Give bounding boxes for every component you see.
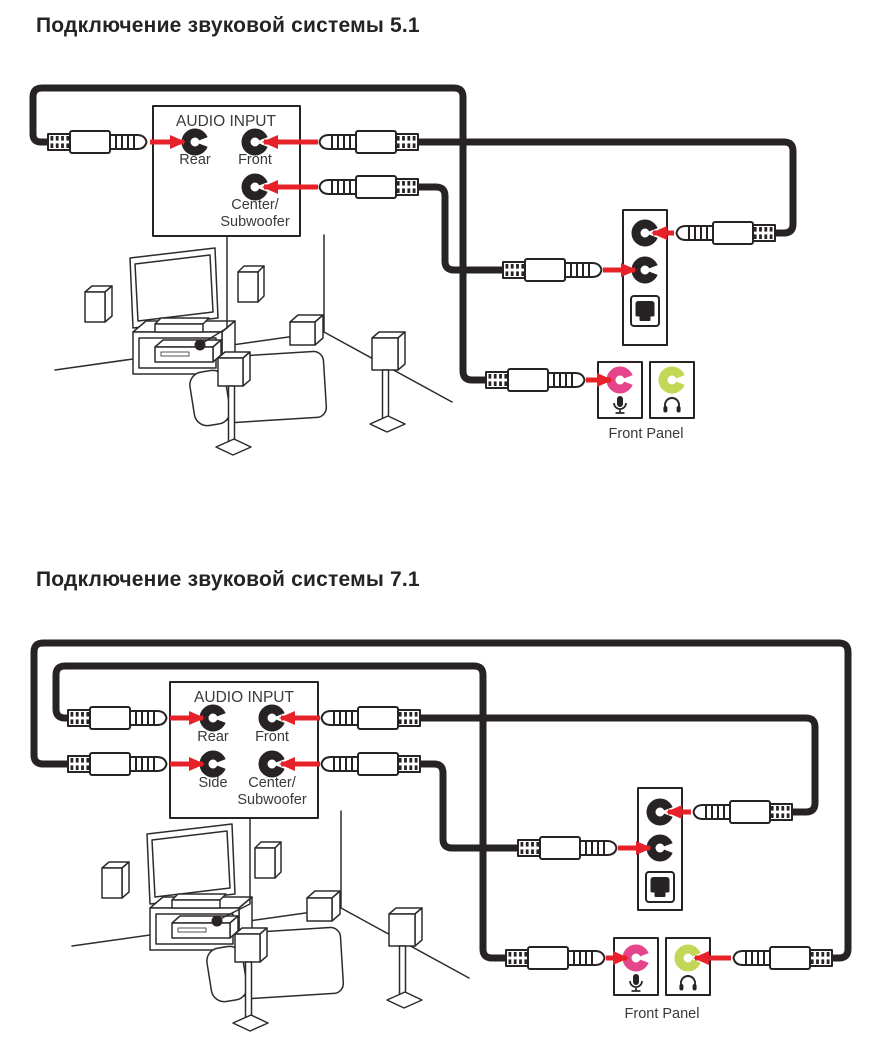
front-audio-plug-icon (322, 707, 421, 729)
center-jack-label-line2: Subwoofer (237, 792, 307, 808)
front-panel-headphone-plug-icon (734, 947, 833, 969)
front-audio-plug-icon (320, 131, 419, 153)
cable-center-subwoofer-to-rear-panel (420, 764, 519, 848)
optical-spdif-port-icon (646, 872, 674, 902)
rear-audio-plug-icon (68, 707, 167, 729)
center-subwoofer-audio-plug-icon (320, 176, 419, 198)
center-jack-label-line1: Center/ (231, 197, 279, 213)
center-subwoofer-audio-plug-icon (322, 753, 421, 775)
section-title-7-1: Подключение звуковой системы 7.1 (36, 568, 420, 591)
section-title-5-1: Подключение звуковой системы 5.1 (36, 14, 420, 37)
cable-front-to-rear-panel (420, 718, 815, 812)
front-panel-mic-plug-icon (506, 947, 605, 969)
receiver-connection-dot (212, 916, 223, 927)
rear-panel-plug1-icon (677, 222, 776, 244)
rear-jack-label: Rear (179, 152, 211, 168)
rear-jack-label: Rear (197, 729, 229, 745)
front-jack-label: Front (238, 152, 272, 168)
rear-panel-plug2-icon (518, 837, 617, 859)
rear-panel-plug1-icon (694, 801, 793, 823)
front-jack-label: Front (255, 729, 289, 745)
rear-audio-plug-icon (48, 131, 147, 153)
audio-input-label: AUDIO INPUT (176, 113, 276, 130)
audio-input-label: AUDIO INPUT (194, 689, 294, 706)
rear-panel-plug2-icon (503, 259, 602, 281)
side-jack-label: Side (198, 775, 228, 791)
front-panel-label: Front Panel (624, 1006, 700, 1022)
front-panel-label: Front Panel (608, 426, 684, 442)
front-panel-mic-plug-icon (486, 369, 585, 391)
center-jack-label-line2: Subwoofer (220, 214, 290, 230)
cable-front-to-rear-panel (418, 142, 793, 233)
living-room-illustration (72, 811, 469, 1031)
diagram-7-1-audio-connection (0, 620, 869, 1048)
side-audio-plug-icon (68, 753, 167, 775)
diagram-5-1-audio-connection (0, 60, 869, 480)
optical-spdif-port-icon (631, 296, 659, 326)
center-jack-label-line1: Center/ (248, 775, 296, 791)
receiver-connection-dot (195, 340, 206, 351)
living-room-illustration (55, 235, 452, 455)
